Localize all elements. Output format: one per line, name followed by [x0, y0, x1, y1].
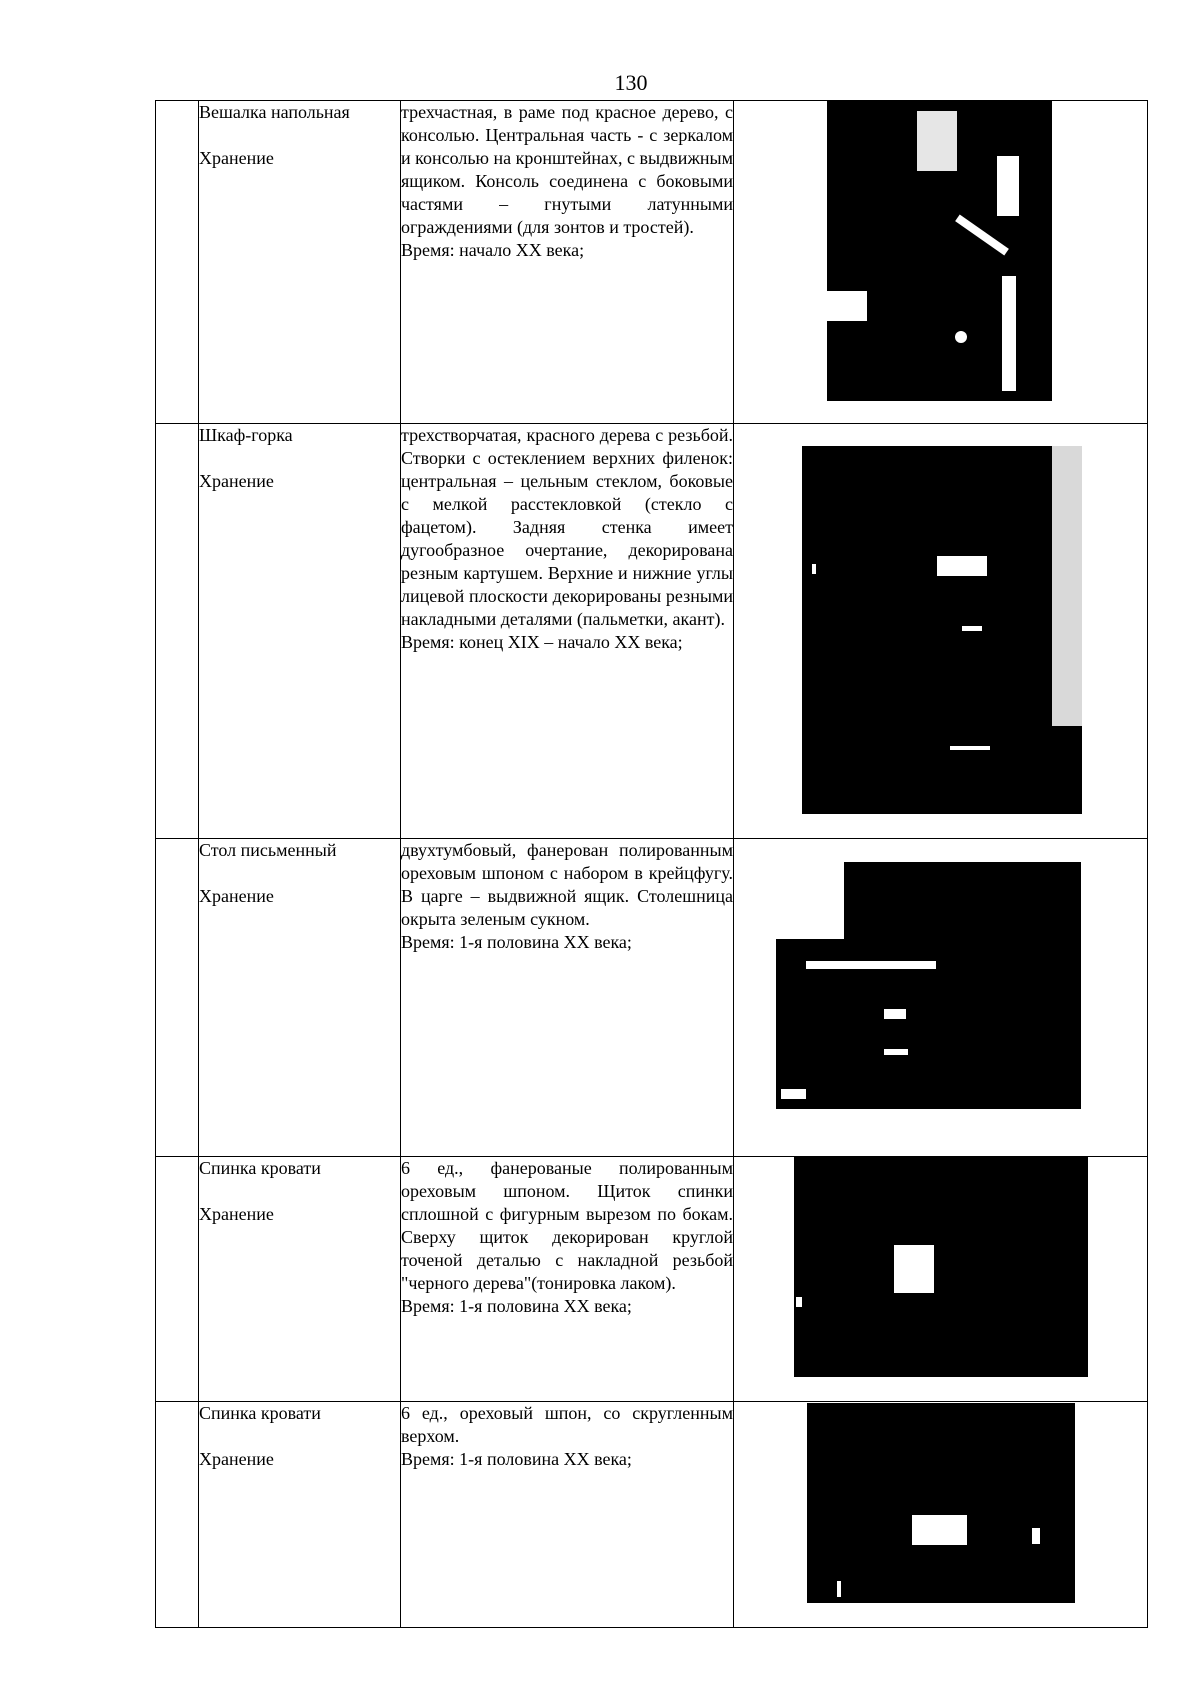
- item-status: Хранение: [199, 471, 274, 491]
- cabinet-photo: [802, 446, 1082, 814]
- item-description: двухтумбовый, фанерован полированным ореховым шпоном с набором в крейцфугу. В царге – выдвижной ящик. Столешница окрыта зеленым сукном.: [401, 840, 733, 929]
- item-name-cell: [199, 1402, 401, 1628]
- item-description-cell: [401, 1157, 734, 1402]
- item-status: Хранение: [199, 1449, 274, 1469]
- item-description: трехстворчатая, красного дерева с резьбой. Створки с остеклением верхних филенок: центральная – цельным стеклом, боковые с мелкой расстекловкой (стекло с фацетом). Задняя стенка имеет дугообразное очертание, декорирована резным картушем. Верхние и нижние углы лицевой плоскости декорированы резными накладными деталями (пальметки, акант).: [401, 425, 733, 629]
- row-number-cell: [156, 424, 199, 839]
- item-status: Хранение: [199, 148, 274, 168]
- item-description-cell: [401, 839, 734, 1157]
- page-number: 130: [614, 70, 648, 95]
- item-photo-cell: [734, 424, 1148, 839]
- row-number-cell: [156, 1402, 199, 1628]
- row-number-cell: [156, 1157, 199, 1402]
- item-time: Время: начало XX века;: [401, 240, 585, 260]
- item-time: Время: 1-я половина XX века;: [401, 1449, 632, 1469]
- inventory-table: [155, 100, 1148, 1628]
- item-description-cell: [401, 101, 734, 424]
- bed-headboard-photo: [794, 1157, 1088, 1377]
- coat-stand-photo: [827, 101, 1052, 401]
- item-photo-cell: [734, 1157, 1148, 1402]
- item-name: Стол письменный: [199, 840, 337, 860]
- item-status: Хранение: [199, 886, 274, 906]
- item-photo-cell: [734, 1402, 1148, 1628]
- item-description: 6 ед., ореховый шпон, со скругленным верхом.: [401, 1403, 733, 1446]
- item-name: Спинка кровати: [199, 1403, 321, 1423]
- item-time: Время: конец XIX – начало XX века;: [401, 632, 683, 652]
- table-row: [156, 839, 1148, 1157]
- item-name-cell: [199, 424, 401, 839]
- item-photo-cell: [734, 839, 1148, 1157]
- item-name-cell: [199, 101, 401, 424]
- item-name: Спинка кровати: [199, 1158, 321, 1178]
- item-time: Время: 1-я половина XX века;: [401, 1296, 632, 1316]
- item-name: Вешалка напольная: [199, 102, 350, 122]
- bed-headboard-rounded-photo: [807, 1403, 1075, 1603]
- item-name-cell: [199, 1157, 401, 1402]
- table-row: [156, 101, 1148, 424]
- table-row: [156, 1157, 1148, 1402]
- table-row: [156, 1402, 1148, 1628]
- item-name-cell: [199, 839, 401, 1157]
- item-description: трехчастная, в раме под красное дерево, с консолью. Центральная часть - с зеркалом и консолью на кронштейнах, с выдвижным ящиком. Консоль соединена с боковыми частями – гнутыми латунными ограждениями (для зонтов и тростей).: [401, 102, 733, 237]
- item-status: Хранение: [199, 1204, 274, 1224]
- item-name: Шкаф-горка: [199, 425, 293, 445]
- item-description-cell: [401, 424, 734, 839]
- item-description-cell: [401, 1402, 734, 1628]
- item-description: 6 ед., фанерованые полированным ореховым шпоном. Щиток спинки сплошной с фигурным вырезом по бокам. Сверху щиток декорирован круглой точеной деталью с накладной резьбой "черного дерева"(тонировка лаком).: [401, 1158, 733, 1293]
- item-time: Время: 1-я половина XX века;: [401, 932, 632, 952]
- writing-desk-photo-lower: [776, 939, 1081, 1109]
- row-number-cell: [156, 101, 199, 424]
- row-number-cell: [156, 839, 199, 1157]
- table-row: [156, 424, 1148, 839]
- item-photo-cell: [734, 101, 1148, 424]
